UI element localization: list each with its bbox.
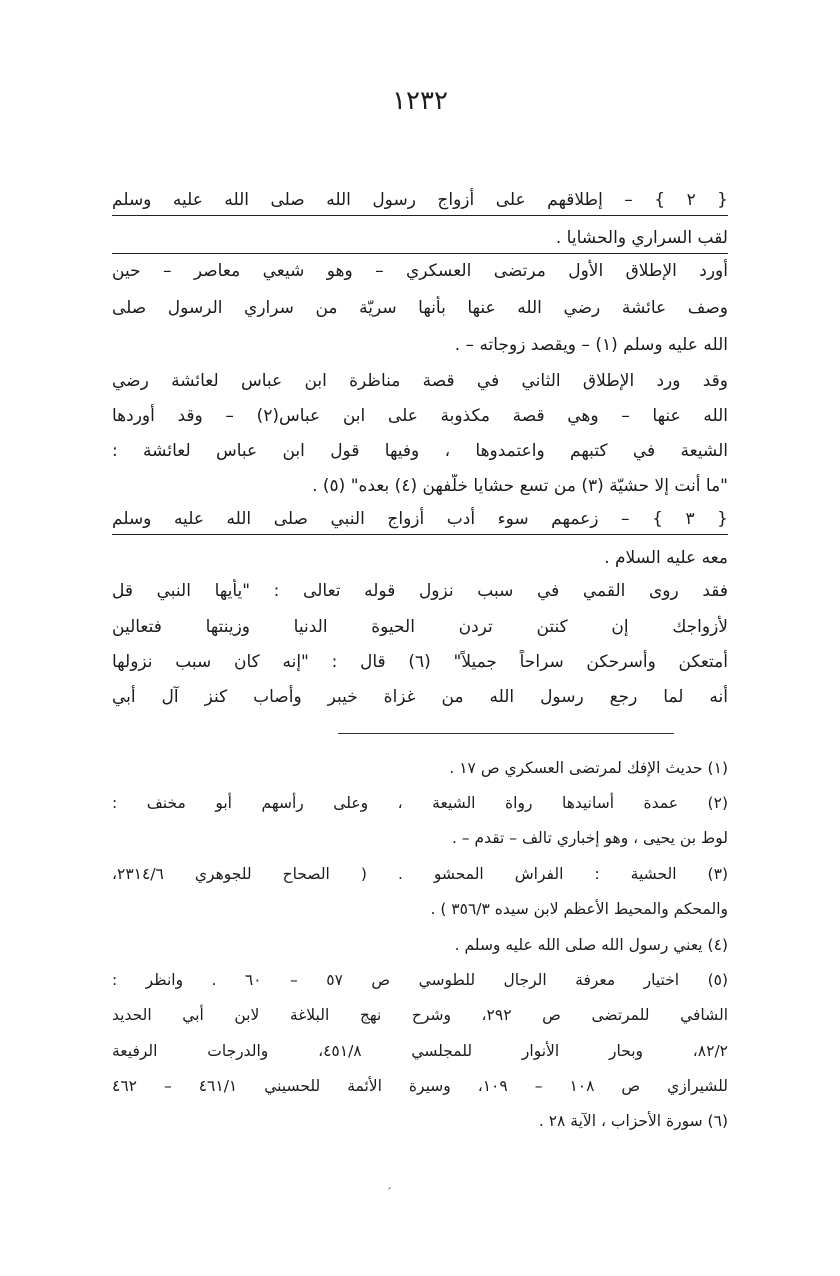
footnote-line: (٢) عمدة أسانيدها رواة الشيعة ، وعلى رأسهم أبو مخنف : [112, 794, 728, 812]
footnote-line: للشيرازي ص ١٠٨ – ١٠٩، وسيرة الأئمة للحسيني ٤٦١/١ – ٤٦٢ [112, 1077, 728, 1095]
section-2-paragraph-1-line: أورد الإطلاق الأول مرتضى العسكري – وهو شيعي معاصر – حين [112, 261, 728, 281]
section-2-paragraph-2-line: الشيعة في كتبهم واعتمدوها ، وفيها قول ابن عباس لعائشة : [112, 441, 728, 461]
footnote-line: (٦) سورة الأحزاب ، الآية ٢٨ . [538, 1112, 728, 1130]
footnote-line: (٥) اختيار معرفة الرجال للطوسي ص ٥٧ – ٦٠ . وانظر : [112, 971, 728, 989]
footnote-line: الشافي للمرتضى ص ٢٩٢، وشرح نهج البلاغة لابن أبي الحديد [112, 1006, 728, 1024]
section-2-heading-line-1: { ٢ } – إطلاقهم على أزواج رسول الله صلى الله عليه وسلم [112, 188, 728, 216]
footnote-separator [338, 733, 674, 734]
section-3-heading-line-1: { ٣ } – زعمهم سوء أدب أزواج النبي صلى الله عليه وسلم [112, 507, 728, 535]
footnote-line: (١) حديث الإفك لمرتضى العسكري ص ١٧ . [449, 759, 728, 777]
section-3-paragraph-line: أمتعكن وأسرحكن سراحاً جميلاً" (٦) قال : "إنه كان سبب نزولها [112, 652, 728, 672]
footnote-line: ٨٢/٢، وبحار الأنوار للمجلسي ٤٥١/٨، والدرجات الرفيعة [112, 1042, 728, 1060]
section-2-heading-line-2: لقب السراري والحشايا . [112, 226, 728, 254]
section-2-paragraph-2-line: وقد ورد الإطلاق الثاني في قصة مناظرة ابن عباس لعائشة رضي [112, 371, 728, 391]
section-2-paragraph-2-line: "ما أنت إلا حشيّة (٣) من تسع حشايا خلّفهن (٤) بعده" (٥) . [312, 476, 728, 496]
footnote-line: (٤) يعني رسول الله صلى الله عليه وسلم . [454, 936, 728, 954]
section-2-paragraph-2-line: الله عنها – وهي قصة مكذوبة على ابن عباس(٢) – وقد أوردها [112, 406, 728, 426]
section-3-paragraph-line: لأزواجك إن كنتن تردن الحيوة الدنيا وزينتها فتعالين [112, 617, 728, 637]
section-2-paragraph-1-line: وصف عائشة رضي الله عنها بأنها سريّة من سراري الرسول صلى [112, 298, 728, 318]
page-number: ١٢٣٢ [392, 86, 448, 116]
footnote-line: (٣) الحشية : الفراش المحشو . ( الصحاح للجوهري ٢٣١٤/٦، [112, 865, 728, 883]
footnote-line: لوط بن يحيى ، وهو إخباري تالف – تقدم – . [451, 829, 728, 847]
footnote-line: والمحكم والمحيط الأعظم لابن سيده ٣٥٦/٣ ) . [430, 900, 728, 918]
section-3-paragraph-line: أنه لما رجع رسول الله من غزاة خيبر وأصاب كنز آل أبي [112, 687, 728, 707]
section-3-paragraph-line: فقد روى القمي في سبب نزول قوله تعالى : "يأيها النبي قل [112, 581, 728, 601]
scan-speck: ´ [386, 1186, 392, 1200]
section-3-heading-line-2: معه عليه السلام . [604, 548, 728, 568]
section-2-paragraph-1-line: الله عليه وسلم (١) – ويقصد زوجاته – . [454, 335, 728, 355]
